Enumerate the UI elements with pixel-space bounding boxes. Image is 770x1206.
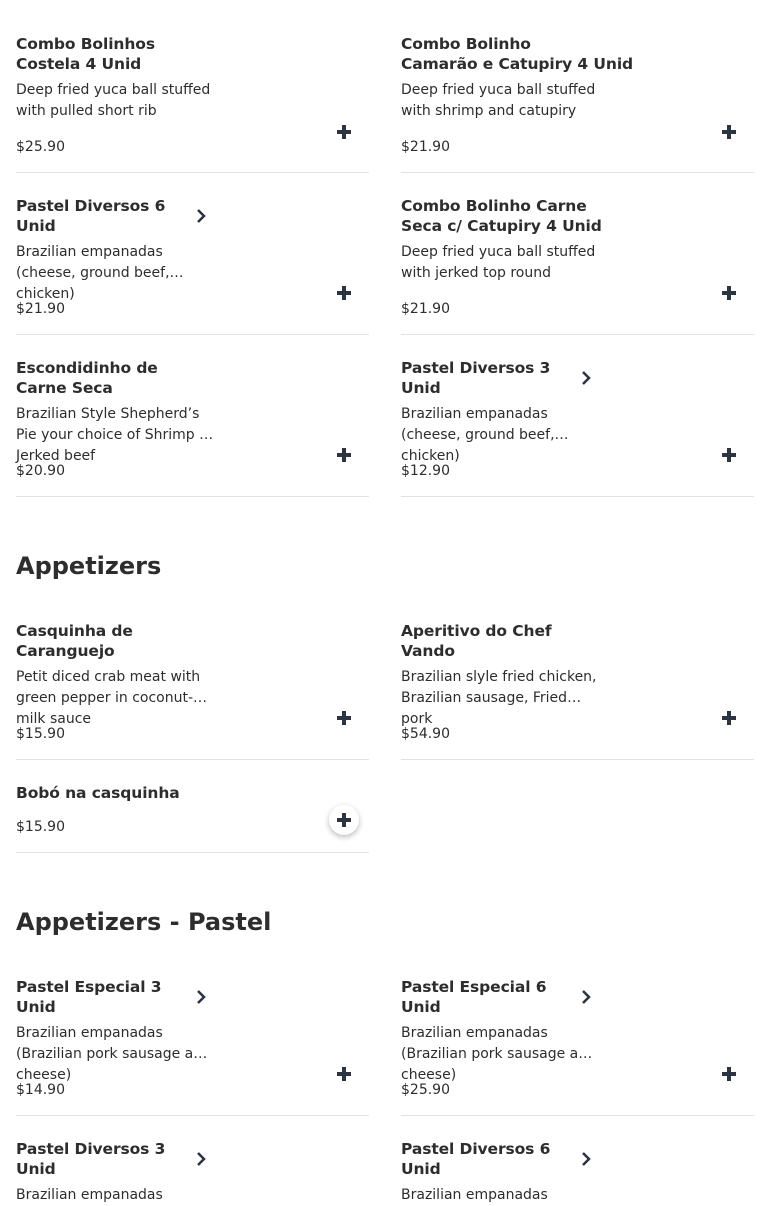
menu-item-card[interactable] [401,622,754,760]
menu-item-card[interactable] [16,197,369,335]
section-heading: Appetizers - Pastel [16,908,272,936]
item-price: $15.90 [16,726,65,742]
item-price: $12.90 [401,463,450,479]
chevron-right-icon[interactable] [577,369,595,387]
item-description: Brazilian empanadas (cheese, ground beef, chicken) [16,244,170,302]
plus-icon [721,285,737,301]
item-title: Casquinha de Caranguejo [16,622,133,660]
menu-item-card[interactable] [16,978,369,1116]
add-item-button[interactable] [714,117,744,147]
add-item-button[interactable] [329,117,359,147]
add-item-button[interactable] [329,278,359,308]
add-item-button[interactable] [329,1059,359,1089]
section-heading: Appetizers [16,552,162,580]
plus-icon [721,1066,737,1082]
add-item-button[interactable] [714,703,744,733]
item-price: $21.90 [16,301,65,317]
item-title: Combo Bolinho Carne Seca c/ Catupiry 4 Unid [401,197,602,235]
menu-item-card[interactable] [16,784,369,853]
item-title: Escondidinho de Carne Seca [16,359,158,397]
plus-icon [336,812,352,828]
item-title: Combo Bolinho Camarão e Catupiry 4 Unid [401,35,634,73]
menu-item-card[interactable] [401,359,754,497]
plus-icon [336,285,352,301]
item-title: Aperitivo do Chef Vando [401,622,552,660]
item-description: Brazilian empanadas (cheese, ground beef, chicken) [401,406,555,464]
add-item-button[interactable] [329,440,359,470]
add-item-button[interactable] [714,278,744,308]
item-price: $25.90 [16,139,65,155]
plus-icon [721,710,737,726]
plus-icon [336,1066,352,1082]
item-price: $20.90 [16,463,65,479]
item-title: Bobó na casquinha [16,784,180,802]
add-item-button[interactable] [329,805,359,835]
item-description: Brazilian slyle fried chicken, Brazilian sausage, Fried pork [401,669,597,727]
plus-icon [336,447,352,463]
item-price: $15.90 [16,819,65,835]
plus-icon [336,710,352,726]
item-title: Combo Bolinhos Costela 4 Unid [16,35,155,73]
chevron-right-icon[interactable] [577,988,595,1006]
add-item-button[interactable] [714,1059,744,1089]
item-price: $21.90 [401,301,450,317]
add-item-button[interactable] [714,440,744,470]
menu-item-card[interactable] [16,622,369,760]
item-price: $54.90 [401,726,450,742]
chevron-right-icon[interactable] [192,988,210,1006]
chevron-right-icon[interactable] [192,1150,210,1168]
item-description: Petit diced crab meat with green pepper in coconut-milk sauce [16,669,201,727]
item-description: Deep fried yuca ball stuffed with shrimp and catupiry [401,82,596,119]
menu-item-card[interactable] [401,35,754,173]
item-price: $25.90 [401,1082,450,1098]
item-title: Pastel Especial 6 Unid [401,978,547,1016]
plus-icon [721,124,737,140]
item-price: $21.90 [401,139,450,155]
menu-item-card[interactable] [16,1140,369,1203]
item-title: Pastel Diversos 6 Unid [401,1140,551,1178]
chevron-right-icon[interactable] [577,1150,595,1168]
menu-item-card[interactable] [16,35,369,173]
item-description: Brazilian Style Shepherd’s Pie your choice of Shrimp or Jerked beef [16,406,214,464]
menu-item-card[interactable] [401,978,754,1116]
item-description: Deep fried yuca ball stuffed with jerked top round [401,244,596,281]
plus-icon [336,124,352,140]
menu-item-card[interactable] [401,197,754,335]
item-title: Pastel Diversos 3 Unid [401,359,551,397]
add-item-button[interactable] [329,703,359,733]
item-description: Brazilian empanadas [16,1187,163,1203]
item-title: Pastel Diversos 6 Unid [16,197,166,235]
plus-icon [721,447,737,463]
item-price: $14.90 [16,1082,65,1098]
item-description: Brazilian empanadas (Brazilian pork sausage and cheese) [16,1025,211,1083]
chevron-right-icon[interactable] [192,207,210,225]
item-description: Brazilian empanadas [401,1187,548,1203]
item-description: Brazilian empanadas (Brazilian pork sausage and cheese) [401,1025,596,1083]
menu-item-card[interactable] [16,359,369,497]
item-title: Pastel Especial 3 Unid [16,978,162,1016]
menu-item-card[interactable] [401,1140,754,1203]
item-title: Pastel Diversos 3 Unid [16,1140,166,1178]
item-description: Deep fried yuca ball stuffed with pulled short rib [16,82,211,119]
